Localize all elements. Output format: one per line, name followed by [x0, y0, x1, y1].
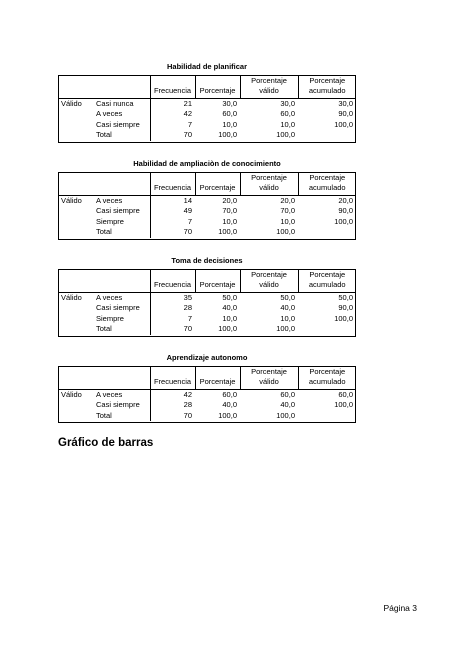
cell-frecuencia: 42: [150, 109, 195, 120]
row-label: A veces: [96, 109, 123, 118]
cell-acumulado: 100,0: [334, 313, 353, 323]
table-header-row: [58, 75, 356, 98]
cell-valido: 100,0: [276, 324, 295, 333]
row-group: Válido: [61, 292, 82, 302]
cell-porcentaje: 40,0: [222, 303, 237, 312]
cell-porcentaje: 20,0: [222, 195, 237, 205]
row-label: A veces: [96, 195, 123, 205]
table-title: Aprendizaje autonomo: [166, 353, 248, 362]
cell-acumulado: 100,0: [334, 400, 353, 409]
cell-acumulado: 90,0: [338, 206, 353, 215]
cell-frecuencia: 70: [150, 130, 195, 141]
cell-porcentaje: 50,0: [222, 292, 237, 302]
row-group: [58, 120, 93, 131]
row-group: [58, 109, 93, 120]
row-label: Total: [96, 324, 112, 333]
row-label: Casi nunca: [96, 98, 134, 108]
row-group: Válido: [61, 98, 82, 108]
cell-frecuencia: 7: [150, 120, 195, 131]
row-group: [58, 227, 93, 238]
header-porcentaje-valido: Porcentaje válido: [240, 75, 298, 98]
header-porcentaje: Porcentaje: [195, 366, 240, 389]
row-group: [58, 217, 93, 228]
header-porcentaje: Porcentaje: [195, 172, 240, 195]
cell-frecuencia: 21: [150, 98, 195, 109]
row-label: A veces: [96, 292, 123, 302]
table-row: [58, 314, 356, 325]
table-row: [58, 411, 356, 422]
header-empty-cell: [58, 269, 150, 292]
header-empty-cell: [58, 366, 150, 389]
header-porcentaje: Porcentaje: [195, 269, 240, 292]
header-porcentaje-valido: Porcentaje válido: [240, 172, 298, 195]
header-porcentaje-acumulado: Porcentaje acumulado: [298, 366, 356, 389]
row-group: [58, 411, 93, 422]
table-row: [58, 217, 356, 228]
cell-porcentaje: 10,0: [222, 313, 237, 323]
header-porcentaje-acumulado: Porcentaje acumulado: [298, 269, 356, 292]
table-row: [58, 195, 356, 206]
cell-acumulado: 90,0: [338, 303, 353, 312]
header-porcentaje-valido: Porcentaje válido: [240, 366, 298, 389]
table-header-row: [58, 172, 356, 195]
cell-frecuencia: 7: [150, 314, 195, 325]
header-empty-cell: [58, 172, 150, 195]
table-title: Toma de decisiones: [171, 256, 243, 265]
frequency-table: [58, 269, 356, 335]
row-group: Válido: [61, 389, 82, 399]
header-porcentaje-valido: Porcentaje válido: [240, 269, 298, 292]
row-group: [58, 303, 93, 314]
cell-valido: 70,0: [280, 206, 295, 215]
header-frecuencia: Frecuencia: [150, 172, 195, 195]
table-row: [58, 389, 356, 400]
header-porcentaje: Porcentaje: [195, 75, 240, 98]
cell-porcentaje: 100,0: [218, 130, 237, 139]
cell-frecuencia: 70: [150, 227, 195, 238]
header-frecuencia: Frecuencia: [150, 366, 195, 389]
cell-porcentaje: 60,0: [222, 109, 237, 118]
table-row: [58, 227, 356, 238]
cell-valido: 60,0: [280, 389, 295, 399]
table-row: [58, 120, 356, 131]
cell-frecuencia: 28: [150, 400, 195, 411]
row-label: Total: [96, 227, 112, 236]
cell-acumulado: 90,0: [338, 109, 353, 118]
cell-frecuencia: 35: [150, 292, 195, 303]
header-porcentaje-acumulado: Porcentaje acumulado: [298, 75, 356, 98]
cell-valido: 10,0: [280, 216, 295, 226]
cell-porcentaje: 10,0: [222, 119, 237, 129]
cell-porcentaje: 60,0: [222, 389, 237, 399]
row-label: Siempre: [96, 313, 124, 323]
table-row: [58, 324, 356, 335]
cell-frecuencia: 28: [150, 303, 195, 314]
table-header-row: [58, 366, 356, 389]
cell-valido: 100,0: [276, 130, 295, 139]
cell-porcentaje: 10,0: [222, 216, 237, 226]
cell-porcentaje: 40,0: [222, 400, 237, 409]
cell-porcentaje: 30,0: [222, 98, 237, 108]
cell-valido: 20,0: [280, 195, 295, 205]
cell-frecuencia: 70: [150, 324, 195, 335]
cell-acumulado: [298, 324, 356, 335]
row-group: [58, 130, 93, 141]
cell-acumulado: [298, 411, 356, 422]
cell-frecuencia: 7: [150, 217, 195, 228]
row-group: [58, 314, 93, 325]
cell-valido: 100,0: [276, 227, 295, 236]
cell-frecuencia: 49: [150, 206, 195, 217]
table-row: [58, 303, 356, 314]
header-frecuencia: Frecuencia: [150, 269, 195, 292]
header-porcentaje-acumulado: Porcentaje acumulado: [298, 172, 356, 195]
row-group: Válido: [61, 195, 82, 205]
cell-valido: 100,0: [276, 410, 295, 420]
cell-valido: 40,0: [280, 400, 295, 409]
cell-acumulado: 100,0: [334, 216, 353, 226]
cell-valido: 50,0: [280, 292, 295, 302]
table-header-row: [58, 269, 356, 292]
cell-acumulado: [298, 130, 356, 141]
row-label: Casi siempre: [96, 206, 140, 215]
row-label: A veces: [96, 389, 123, 399]
cell-acumulado: 30,0: [338, 98, 353, 108]
table-row: [58, 130, 356, 141]
cell-porcentaje: 100,0: [218, 227, 237, 236]
cell-acumulado: 60,0: [338, 389, 353, 399]
frequency-table: [58, 172, 356, 238]
cell-porcentaje: 70,0: [222, 206, 237, 215]
table-row: [58, 206, 356, 217]
cell-valido: 10,0: [280, 119, 295, 129]
page-number: Página 3: [383, 603, 417, 613]
section-title: Gráfico de barras: [58, 437, 154, 449]
header-empty-cell: [58, 75, 150, 98]
table-row: [58, 98, 356, 109]
table-title: Habilidad de ampliaciòn de conocimiento: [133, 159, 281, 168]
cell-valido: 30,0: [280, 98, 295, 108]
cell-porcentaje: 100,0: [218, 324, 237, 333]
cell-frecuencia: 70: [150, 411, 195, 422]
header-frecuencia: Frecuencia: [150, 75, 195, 98]
row-label: Casi siempre: [96, 119, 140, 129]
cell-valido: 60,0: [280, 109, 295, 118]
cell-frecuencia: 42: [150, 389, 195, 400]
cell-acumulado: 50,0: [338, 292, 353, 302]
cell-valido: 10,0: [280, 313, 295, 323]
table-title: Habilidad de planificar: [166, 62, 248, 71]
row-label: Casi siempre: [96, 400, 140, 409]
table-row: [58, 292, 356, 303]
cell-acumulado: 100,0: [334, 119, 353, 129]
row-label: Total: [96, 130, 112, 139]
cell-porcentaje: 100,0: [218, 410, 237, 420]
row-group: [58, 324, 93, 335]
row-label: Casi siempre: [96, 303, 140, 312]
table-row: [58, 109, 356, 120]
row-label: Total: [96, 410, 112, 420]
frequency-table: [58, 366, 356, 421]
frequency-table: [58, 75, 356, 141]
cell-frecuencia: 14: [150, 195, 195, 206]
cell-valido: 40,0: [280, 303, 295, 312]
row-group: [58, 206, 93, 217]
row-label: Siempre: [96, 216, 124, 226]
cell-acumulado: [298, 227, 356, 238]
row-group: [58, 400, 93, 411]
cell-acumulado: 20,0: [338, 195, 353, 205]
table-row: [58, 400, 356, 411]
